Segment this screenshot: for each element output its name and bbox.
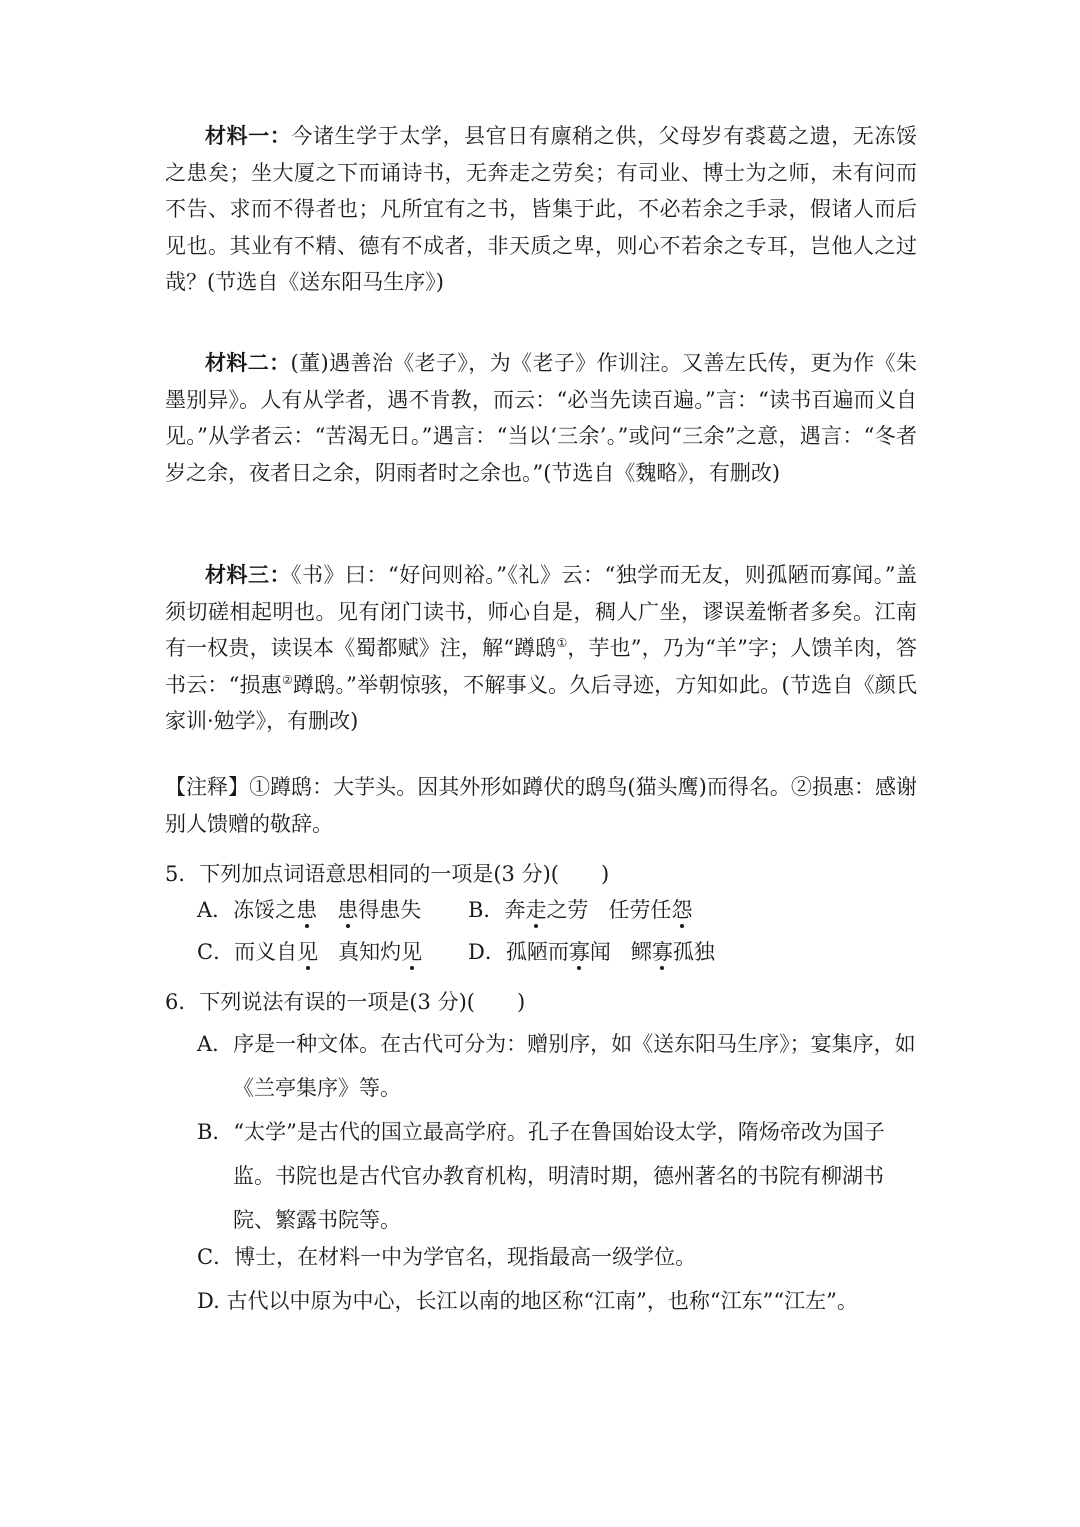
material-one-label: 材料一：	[205, 123, 292, 148]
q5-option-c[interactable]: C．而义自见 真知灼见	[197, 940, 423, 964]
q6-option-b[interactable]: B．“太学”是古代的国立最高学府。孔子在鲁国始设太学，隋炀帝改为国子监。书院也是古代官办教育机构，明清时期，德州著名的书院有柳湖书院、繁露书院等。	[197, 1120, 885, 1232]
q6-option-a[interactable]: A．序是一种文体。在古代可分为：赠别序，如《送东阳马生序》；宴集序，如《兰亭集序》等。	[197, 1032, 916, 1100]
material-three-text-b: ，芋也”，乃为“羊”字；人馈羊肉，答书云：“损惠	[165, 636, 917, 697]
material-three	[165, 557, 917, 740]
emphasis-dot-char: 患	[296, 898, 318, 922]
emphasis-dot-char: 患	[337, 898, 359, 922]
emphasis-dot-char: 见	[401, 940, 423, 964]
material-one-text: 今诸生学于太学，县官日有廪稍之供，父母岁有裘葛之遗，无冻馁之患矣；坐大厦之下而诵诗书，无奔走之劳矣；有司业、博士为之师，未有问而不告、求而不得者也；凡所宜有之书，皆集于此，不必若余之手录，假诸人而后见也。其业有不精、德有不成者，非天质之卑，则心不若余之专耳，岂他人之过哉？(节选自《送东阳马生序》)	[165, 124, 917, 295]
q5-option-a[interactable]: A．冻馁之患 患得患失	[197, 898, 422, 922]
question-5-stem: 5．下列加点词语意思相同的一项是(3 分)( )	[165, 862, 610, 886]
emphasis-dot-char: 寡	[568, 940, 590, 964]
q6-option-c[interactable]: C．博士，在材料一中为学官名，现指最高一级学位。	[197, 1245, 697, 1269]
annotation-text: ①蹲鸱：大芋头。因其外形如蹲伏的鸱鸟(猫头鹰)而得名。②损惠：感谢别人馈赠的敬辞。	[165, 775, 918, 836]
question-6-stem: 6．下列说法有误的一项是(3 分)( )	[165, 990, 526, 1014]
material-three-text-c: 蹲鸱。”举朝惊骇，不解事义。久后寻迹，方知如此。(节选自《颜氏家训·勉学》，有删改)	[165, 672, 917, 734]
material-two-text: (董)遇善治《老子》，为《老子》作训注。又善左氏传，更为作《朱墨别异》。人有从学者，遇不肯教，而云：“必当先读百遍。”言：“读书百遍而义自见。”从学者云：“苦渴无日。”遇言：“当以‘三余’。”或问“三余”之意，遇言：“冬者岁之余，夜者日之余，阴雨者时之余也。”(节选自《魏略》，有删改)	[165, 351, 918, 485]
footnote-marker-1: ①	[556, 636, 568, 651]
material-two-label: 材料二：	[205, 350, 291, 375]
material-three-text-a: 《书》曰：“好问则裕。”《礼》云：“独学而无友，则孤陋而寡闻。”盖须切磋相起明也。见有闭门读书，师心自是，稠人广坐，谬误羞惭者多矣。江南有一权贵，读误本《蜀都赋》注，解“蹲鸱	[165, 563, 917, 661]
footnote-marker-2: ②	[282, 672, 294, 687]
material-one	[165, 118, 917, 301]
annotation-note	[165, 769, 917, 842]
q6-option-d[interactable]: D. 古代以中原为中心，长江以南的地区称“江南”，也称“江东”“江左”。	[197, 1289, 858, 1313]
material-three-label: 材料三：	[205, 562, 292, 587]
emphasis-dot-char: 走	[525, 898, 547, 922]
emphasis-dot-char: 见	[297, 940, 319, 964]
q5-option-b[interactable]: B．奔走之劳 任劳任怨	[468, 898, 693, 922]
annotation-label: 【注释】	[165, 775, 250, 799]
material-two	[165, 345, 917, 491]
emphasis-dot-char: 怨	[671, 898, 693, 922]
q5-option-d[interactable]: D．孤陋而寡闻 鳏寡孤独	[468, 940, 715, 964]
emphasis-dot-char: 寡	[651, 940, 673, 964]
